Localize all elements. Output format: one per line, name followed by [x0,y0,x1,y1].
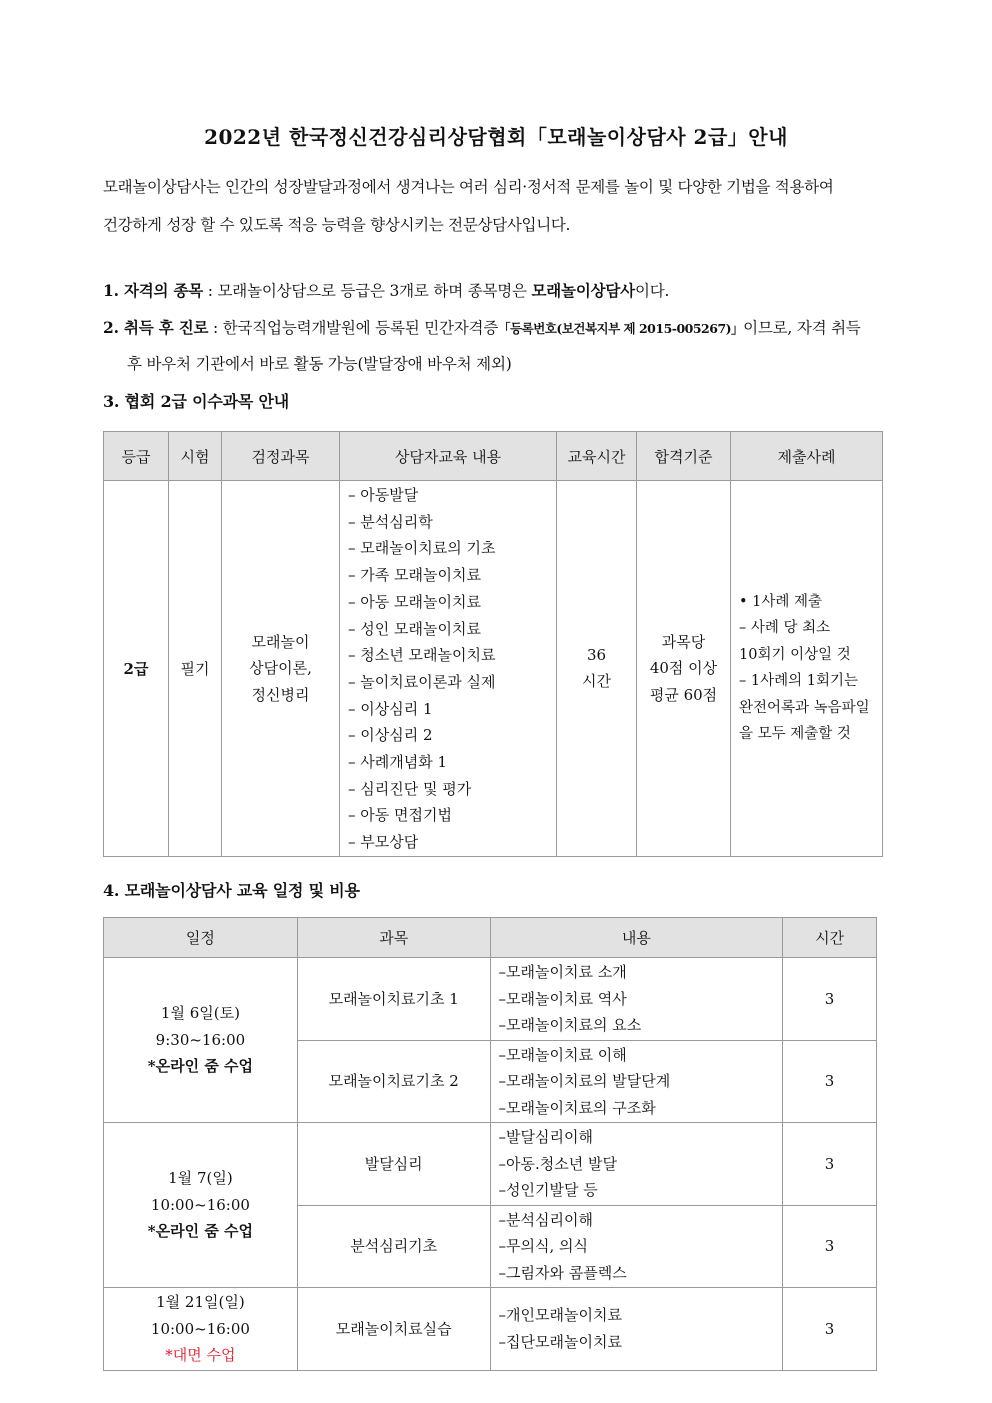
hours-unit: 시간 [582,672,611,691]
time-text: 10:00~16:00 [150,1195,250,1214]
content-item: – 부모상담 [348,833,419,852]
header-course: 과목 [297,918,490,958]
detail-line: –무의식, 의식 [498,1237,589,1255]
pass-criteria-cell [637,481,731,857]
mode-text: *온라인 줌 수업 [147,1057,254,1076]
content-item: – 이상심리 1 [348,699,433,718]
course-cell: 분석심리기초 [297,1205,490,1288]
course-table-row [104,481,883,857]
details-cell [490,958,783,1041]
schedule-row [104,1123,877,1206]
content-item: – 성인 모래놀이치료 [348,619,481,638]
course-table-header-row [104,432,883,481]
submission-cell [731,481,883,857]
section-1-label: 1. 자격의 종목 [103,281,204,300]
page-title: 2022년 한국정신건강심리상담협회「모래놀이상담사 2급」안내 [204,125,788,149]
section-1-bold: 모래놀이상담사 [531,281,635,300]
hours-cell [557,481,637,857]
hours-value: 36 [586,645,607,664]
header-details: 내용 [490,918,783,958]
content-item: – 모래놀이치료의 기초 [348,539,496,558]
subject-line: 모래놀이 [251,632,310,651]
detail-line: –분석심리이해 [498,1210,593,1229]
hours-cell: 3 [783,1040,877,1123]
course-cell: 발달심리 [297,1123,490,1206]
intro-line-1: 모래놀이상담사는 인간의 성장발달과정에서 생겨나는 여러 심리·정서적 문제를 놀이 및 다양한 기법을 적용하여 [103,178,834,196]
section-2-label: 2. 취득 후 진로 [103,318,209,337]
detail-line: –발달심리이해 [498,1128,593,1146]
detail-line: –모래놀이치료 이해 [498,1045,627,1064]
section-1-text-b: 이다. [634,282,670,300]
submission-line: 10회기 이상일 것 [739,646,851,663]
course-cell: 모래놀이치료기초 1 [297,958,490,1041]
hours-cell: 3 [783,1205,877,1288]
submission-line: 을 모두 제출할 것 [739,726,851,743]
header-pass: 합격기준 [637,432,731,481]
date-cell [104,958,298,1123]
section-3-heading: 3. 협회 2급 이수과목 안내 [103,392,290,411]
submission-line: 완전어록과 녹음파일 [739,699,870,716]
time-text: 9:30~16:00 [155,1030,246,1049]
content-item: – 아동 모래놀이치료 [348,592,481,611]
hours-cell: 3 [783,958,877,1041]
subject-cell [222,481,340,857]
date-cell [104,1288,298,1371]
header-submit: 제출사례 [731,432,883,481]
detail-line: –모래놀이치료의 요소 [498,1016,642,1034]
pass-line: 과목당 [661,632,706,651]
header-hours: 교육시간 [557,432,637,481]
pass-line: 40점 이상 [649,659,718,678]
header-time: 시간 [783,918,877,958]
detail-line: –모래놀이치료의 발달단계 [498,1072,671,1090]
content-list-cell [340,481,557,857]
schedule-header-row [104,918,877,958]
intro-line-2: 건강하게 성장 할 수 있도록 적응 능력을 향상시키는 전문상담사입니다. [103,216,571,234]
details-cell [490,1123,783,1206]
header-exam: 시험 [169,432,222,481]
exam-cell: 필기 [169,481,222,857]
time-text: 10:00~16:00 [150,1319,250,1338]
detail-line: –집단모래놀이치료 [498,1332,622,1351]
submission-line: – 사례 당 최소 [739,620,831,637]
content-item: – 사례개념화 1 [348,753,448,772]
content-item: – 가족 모래놀이치료 [348,566,481,585]
mode-text: *온라인 줌 수업 [147,1222,254,1241]
header-content: 상담자교육 내용 [340,432,557,481]
mode-text: *대면 수업 [165,1346,236,1364]
pass-line: 평균 60점 [649,685,718,704]
section-4-heading: 4. 모래놀이상담사 교육 일정 및 비용 [103,881,360,900]
header-date: 일정 [104,918,298,958]
submission-line: – 1사례의 1회기는 [739,673,858,690]
details-cell [490,1205,783,1288]
section-1 [103,279,669,301]
detail-line: –모래놀이치료 역사 [498,989,627,1008]
section-2-line-2: 후 바우처 기관에서 바로 활동 가능(발달장애 바우처 제외) [127,355,512,373]
detail-line: –그림자와 콤플렉스 [498,1263,627,1282]
schedule-row [104,958,877,1041]
intro-paragraph [103,168,893,244]
detail-line: –모래놀이치료 소개 [498,963,627,981]
content-item: – 이상심리 2 [348,726,433,745]
details-cell [490,1288,783,1371]
date-text: 1월 7(일) [168,1169,233,1188]
submission-line: • 1사례 제출 [739,593,823,610]
section-2-text-a: : 한국직업능력개발원에 등록된 민간자격증 [208,319,499,337]
detail-line: –모래놀이치료의 구조화 [498,1098,656,1117]
detail-line: –성인기발달 등 [498,1181,598,1199]
date-text: 1월 21일(일) [156,1293,245,1311]
content-item: – 아동 면접기법 [348,806,452,825]
schedule-table [103,917,877,1371]
section-2-text-b: 이므로, 자격 취득 [743,319,861,337]
grade-cell: 2급 [104,481,169,857]
subject-line: 상담이론, [249,659,312,678]
course-table [103,431,883,857]
content-item: – 분석심리학 [348,512,433,531]
detail-line: –아동.청소년 발달 [498,1154,618,1173]
content-item: – 아동발달 [348,486,419,504]
subject-line: 정신병리 [251,685,310,704]
course-cell: 모래놀이치료실습 [297,1288,490,1371]
hours-cell: 3 [783,1288,877,1371]
header-subject: 검정과목 [222,432,340,481]
details-cell [490,1040,783,1123]
section-1-text-a: : 모래놀이상담으로 등급은 3개로 하며 종목명은 [203,282,532,300]
hours-cell: 3 [783,1123,877,1206]
schedule-row [104,1288,877,1371]
date-text: 1월 6일(토) [160,1004,240,1023]
content-item: – 놀이치료이론과 실제 [348,672,496,691]
detail-line: –개인모래놀이치료 [498,1306,622,1325]
course-cell: 모래놀이치료기초 2 [297,1040,490,1123]
date-cell [104,1123,298,1288]
registration-number: 「등록번호(보건복지부 제 2015-005267)」 [498,321,744,336]
content-item: – 심리진단 및 평가 [348,779,472,798]
header-grade: 등급 [104,432,169,481]
content-item: – 청소년 모래놀이치료 [348,646,496,665]
section-2 [103,316,861,338]
